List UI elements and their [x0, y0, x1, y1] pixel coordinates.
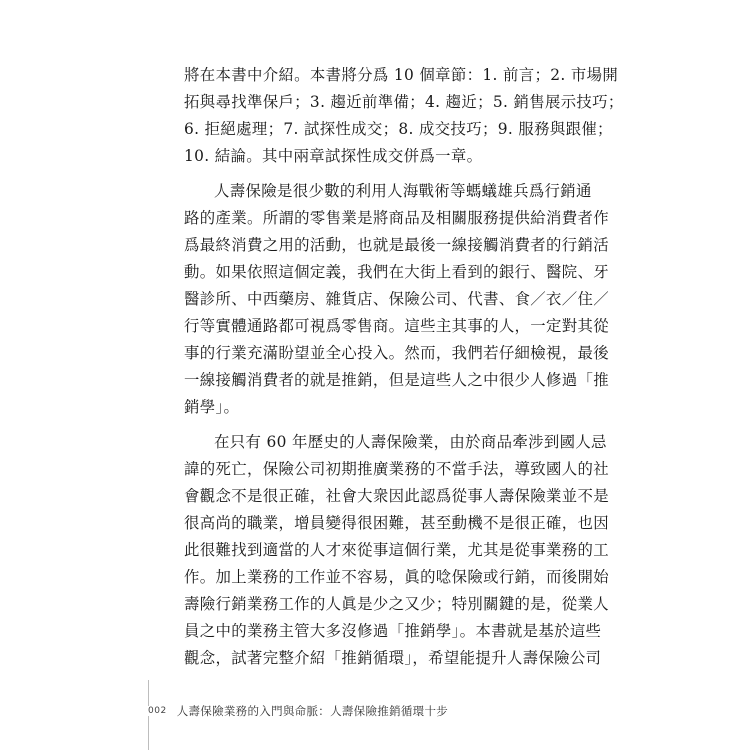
- text-line: 拓與尋找準保戶；3. 趨近前準備；4. 趨近；5. 銷售展示技巧；: [184, 93, 624, 111]
- text-line: 行等實體通路都可視爲零售商。這些主其事的人，一定對其從: [184, 317, 609, 335]
- text-line: 作。加上業務的工作並不容易，眞的唸保險或行銷，而後開始: [184, 568, 609, 586]
- page-footer: [148, 702, 448, 720]
- page-number: 002: [148, 706, 167, 716]
- text-line: 觀念，試著完整介紹「推銷循環」，希望能提升人壽保險公司: [184, 649, 602, 667]
- text-line: 一線接觸消費者的就是推銷，但是這些人之中很少人修過「推: [184, 371, 609, 389]
- text-line: 員之中的業務主管大多沒修過「推銷學」。本書就是基於這些: [184, 622, 602, 640]
- text-line: 事的行業充滿盼望並全心投入。然而，我們若仔細檢視，最後: [184, 344, 609, 362]
- text-line: 銷學」。: [184, 398, 240, 416]
- text-line: 10. 結論。其中兩章試探性成交併爲一章。: [184, 147, 483, 165]
- text-line: 此很難找到適當的人才來從事這個行業，尤其是從事業務的工: [184, 541, 609, 559]
- paragraph-2: [184, 178, 609, 421]
- text-line: 路的產業。所謂的零售業是將商品及相關服務提供給消費者作: [184, 209, 609, 227]
- text-line: 人壽保險是很少數的利用人海戰術等螞蟻雄兵爲行銷通: [214, 182, 592, 200]
- paragraph-3: [184, 429, 609, 672]
- text-line: 會觀念不是很正確，社會大衆因此認爲從事人壽保險業並不是: [184, 487, 609, 505]
- text-line: 動。如果依照這個定義，我們在大街上看到的銀行、醫院、牙: [184, 263, 609, 281]
- text-line: 爲最終消費之用的活動，也就是最後一線接觸消費者的行銷活: [184, 236, 609, 254]
- text-line: 醫診所、中西藥房、雜貨店、保險公司、代書、食／衣／住／: [184, 290, 609, 308]
- text-line: 諱的死亡，保險公司初期推廣業務的不當手法，導致國人的社: [184, 460, 609, 478]
- text-line: 很高尚的職業，增員變得很困難，甚至動機不是很正確，也因: [184, 514, 609, 532]
- body-text: [184, 62, 624, 680]
- paragraph-1: [184, 62, 624, 170]
- running-title: 人壽保險業務的入門與命脈：人壽保險推銷循環十步: [176, 704, 449, 718]
- text-line: 在只有 60 年歷史的人壽保險業，由於商品牽涉到國人忌: [214, 433, 607, 451]
- text-line: 將在本書中介紹。本書將分爲 10 個章節：1. 前言；2. 市場開: [184, 66, 619, 84]
- text-line: 壽險行銷業務工作的人眞是少之又少；特別關鍵的是，從業人: [184, 595, 609, 613]
- text-line: 6. 拒絕處理；7. 試探性成交；8. 成交技巧；9. 服務與跟催；: [184, 120, 613, 138]
